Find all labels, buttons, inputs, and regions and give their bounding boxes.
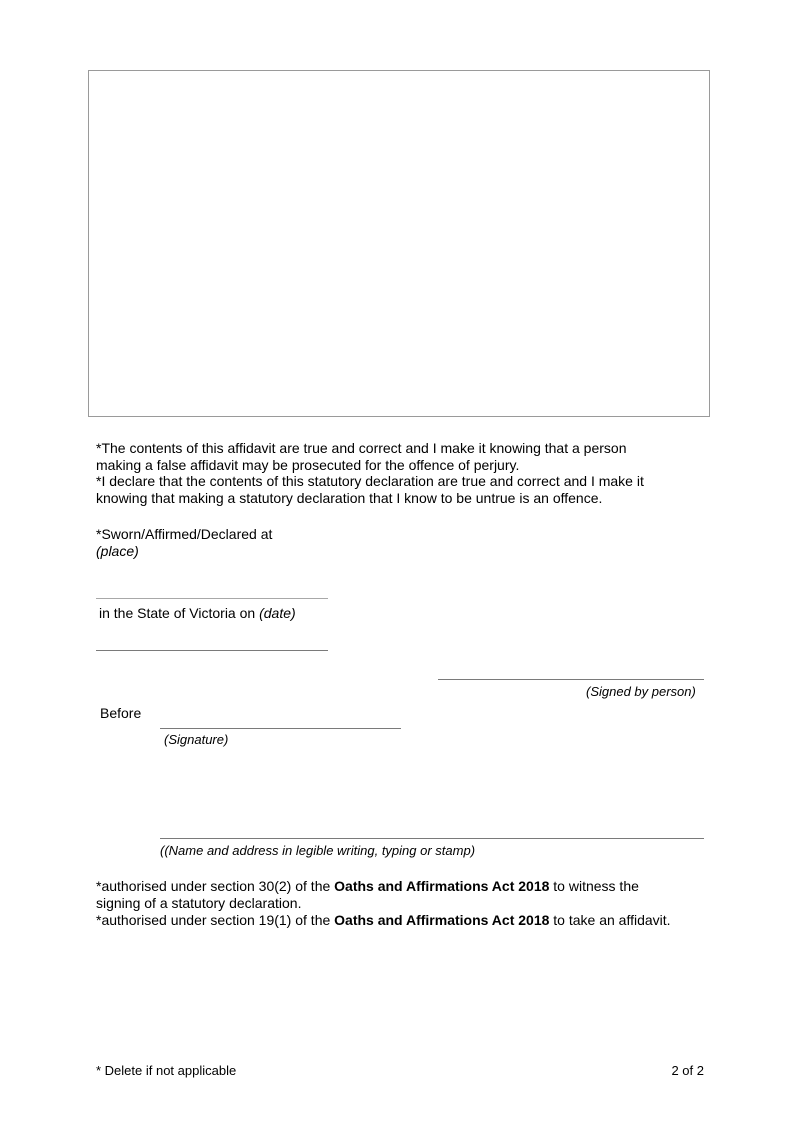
date-hint: (date) <box>259 605 296 621</box>
act-name: Oaths and Affirmations Act 2018 <box>334 878 550 894</box>
affidavit-statement-line-1: *The contents of this affidavit are true and correct and I make it knowing that a person <box>96 440 627 456</box>
person-signature-line[interactable] <box>438 679 704 680</box>
footer-note: * Delete if not applicable <box>96 1063 237 1078</box>
act-name-2: Oaths and Affirmations Act 2018 <box>334 912 550 928</box>
affidavit-statement-line-2: making a false affidavit may be prosecuted for the offence of perjury. <box>96 457 520 473</box>
signed-by-person-hint: (Signed by person) <box>586 684 696 699</box>
signature-hint: (Signature) <box>164 732 229 747</box>
auth-line1-prefix: *authorised under section 30(2) of the <box>96 878 335 894</box>
auth-line1-suffix: to witness the <box>549 878 639 894</box>
state-prefix: in the State of Victoria on <box>99 605 260 621</box>
authorisation-line-1 <box>96 878 639 895</box>
witness-signature-line[interactable] <box>160 728 401 729</box>
authorisation-line-2: signing of a statutory declaration. <box>96 895 302 911</box>
place-line[interactable] <box>96 598 328 599</box>
auth-line3-suffix: to take an affidavit. <box>549 912 671 928</box>
page-number: 2 of 2 <box>671 1063 704 1078</box>
place-hint: (place) <box>96 543 139 559</box>
statutory-statement-line-1: *I declare that the contents of this statutory declaration are true and correct and I make it <box>96 473 644 489</box>
name-address-line[interactable] <box>160 838 704 839</box>
date-line[interactable] <box>96 650 328 651</box>
authorisation-line-3 <box>96 912 671 929</box>
before-label: Before <box>100 705 142 721</box>
sworn-at-label: *Sworn/Affirmed/Declared at <box>96 526 273 542</box>
statement-content-box[interactable] <box>88 70 710 417</box>
name-address-hint: ((Name and address in legible writing, typing or stamp) <box>160 843 476 858</box>
auth-line3-prefix: *authorised under section 19(1) of the <box>96 912 335 928</box>
statutory-statement-line-2: knowing that making a statutory declaration that I know to be untrue is an offence. <box>96 490 603 506</box>
state-date-label <box>99 605 296 622</box>
